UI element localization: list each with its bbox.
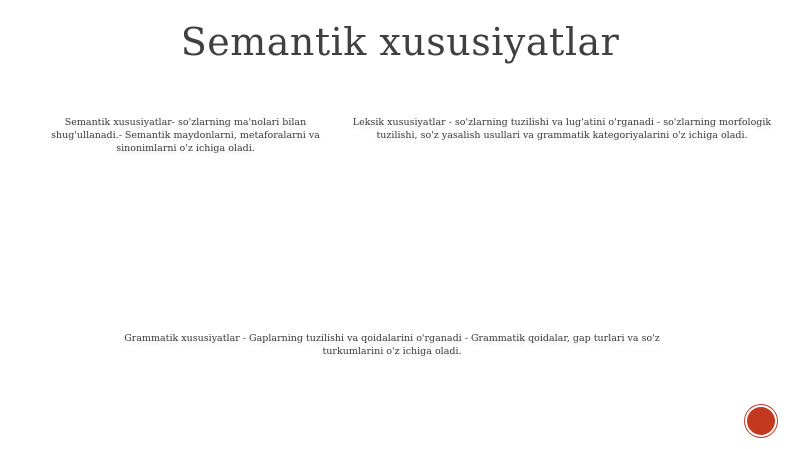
slide-title: Semantik xususiyatlar bbox=[180, 20, 620, 64]
semantic-features-text: Semantik xususiyatlar- so'zlarning ma'nolari bilan shug'ullanadi.- Semantik maydonlarni, metaforalarni va sinonimlarni o'z ichiga oladi. bbox=[51, 117, 320, 154]
grammatical-features-text: Grammatik xususiyatlar - Gaplarning tuzilishi va qoidalarini o'rganadi - Grammatik qoidalar, gap turlari va so'z turkumlarini o'z ichiga oladi. bbox=[124, 333, 660, 357]
lexical-features-text: Leksik xususiyatlar - so'zlarning tuzilishi va lug'atini o'rganadi - so'zlarning morfologik tuzilishi, so'z yasalish usullari va grammatik kategoriyalarini o'z ichiga oladi. bbox=[352, 117, 772, 141]
red-circle-icon[interactable] bbox=[747, 407, 775, 435]
